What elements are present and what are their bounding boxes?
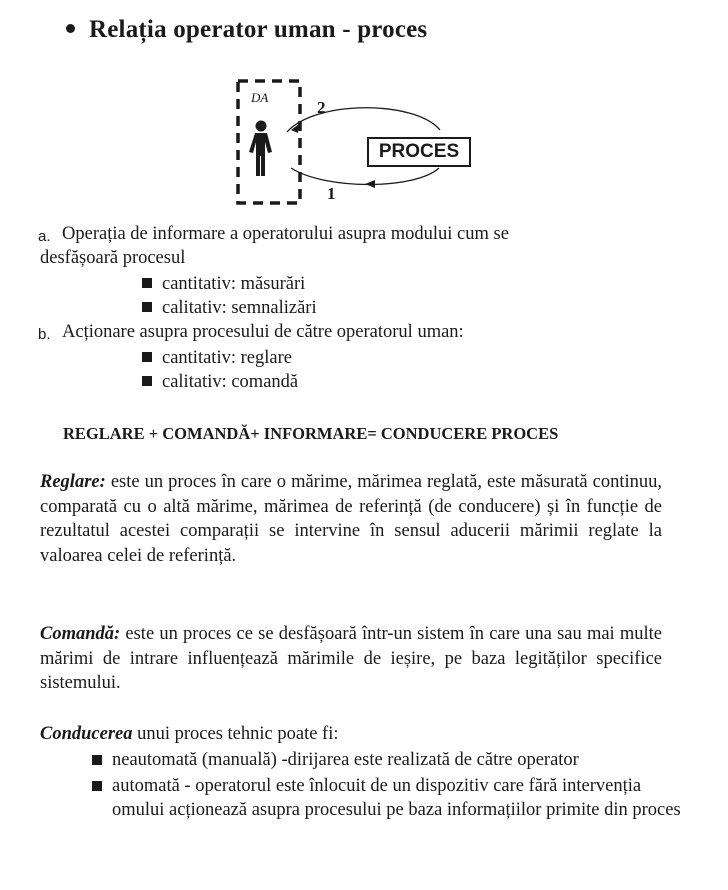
comanda-term: Comandă: [40,624,121,644]
list-item [92,774,692,822]
section-b-item [142,372,298,393]
section-b-item [142,348,292,369]
reglare-term: Reglare: [40,472,106,492]
list-item-text: neautomată (manuală) -dirijarea este realizată de către operator [112,750,579,770]
arrow-bottom-label: 1 [327,184,336,203]
square-bullet-icon [142,302,152,312]
conducerea-text: unui proces tehnic poate fi: [137,724,339,744]
formula-heading: REGLARE + COMANDĂ+ INFORMARE= CONDUCERE PROCES [63,424,559,443]
conducerea-paragraph [40,722,662,747]
section-a-item-text: calitativ: semnalizări [162,298,317,318]
comanda-paragraph [40,622,662,696]
reglare-paragraph [40,470,662,568]
comanda-text: este un proces ce se desfășoară într-un sistem în care una sau mai multe mărimi de intrare influențează mărimile de ieșire, pe baza legităților specifice sistemului. [40,624,663,693]
section-a-text-line1: Operația de informare a operatorului asupra modului cum se [62,224,509,244]
square-bullet-icon [142,278,152,288]
square-bullet-icon [92,755,102,765]
operator-process-diagram [225,72,485,212]
arrow-bottom-curve [291,168,439,185]
section-a-item [142,298,317,319]
page-title-text: Relația operator uman - proces [89,16,428,43]
conducerea-term: Conducerea [40,724,133,744]
operator-label: DA [251,90,269,105]
section-a-label: a. [38,228,51,245]
square-bullet-icon [92,781,102,791]
square-bullet-icon [142,376,152,386]
reglare-text: este un proces în care o mărime, mărimea reglată, este măsurată continuu, comparată cu o altă mărime, mărimea de referință (de conducere) și în funcție de rezultatul acestei comparații se intervine în sensul aducerii mărimii reglate la valoarea celei de referință. [40,472,662,566]
square-bullet-icon [142,352,152,362]
section-b-text: Acționare asupra procesului de către operatorul uman: [62,322,464,342]
conducerea-list [92,748,692,824]
section-b-label: b. [38,326,51,343]
arrow-top-label: 2 [317,98,326,117]
section-b-item-text: cantitativ: reglare [162,348,292,368]
section-b-item-text: calitativ: comandă [162,372,299,392]
section-a-item [142,274,305,295]
process-box: PROCES [367,137,471,167]
section-a-text-line2: desfășoară procesul [40,248,186,268]
list-item-text: automată - operatorul este înlocuit de un dispozitiv care fără intervenția omului acționează asupra procesului pe baza informațiilor primite din proces [112,776,681,820]
arrow-top-curve [287,108,440,132]
list-item [92,748,692,772]
arrow-bottom-head [365,180,375,188]
person-icon [249,121,272,177]
section-a-item-text: cantitativ: măsurări [162,274,306,294]
bullet-dot-icon [66,24,75,33]
page-title [66,16,427,44]
